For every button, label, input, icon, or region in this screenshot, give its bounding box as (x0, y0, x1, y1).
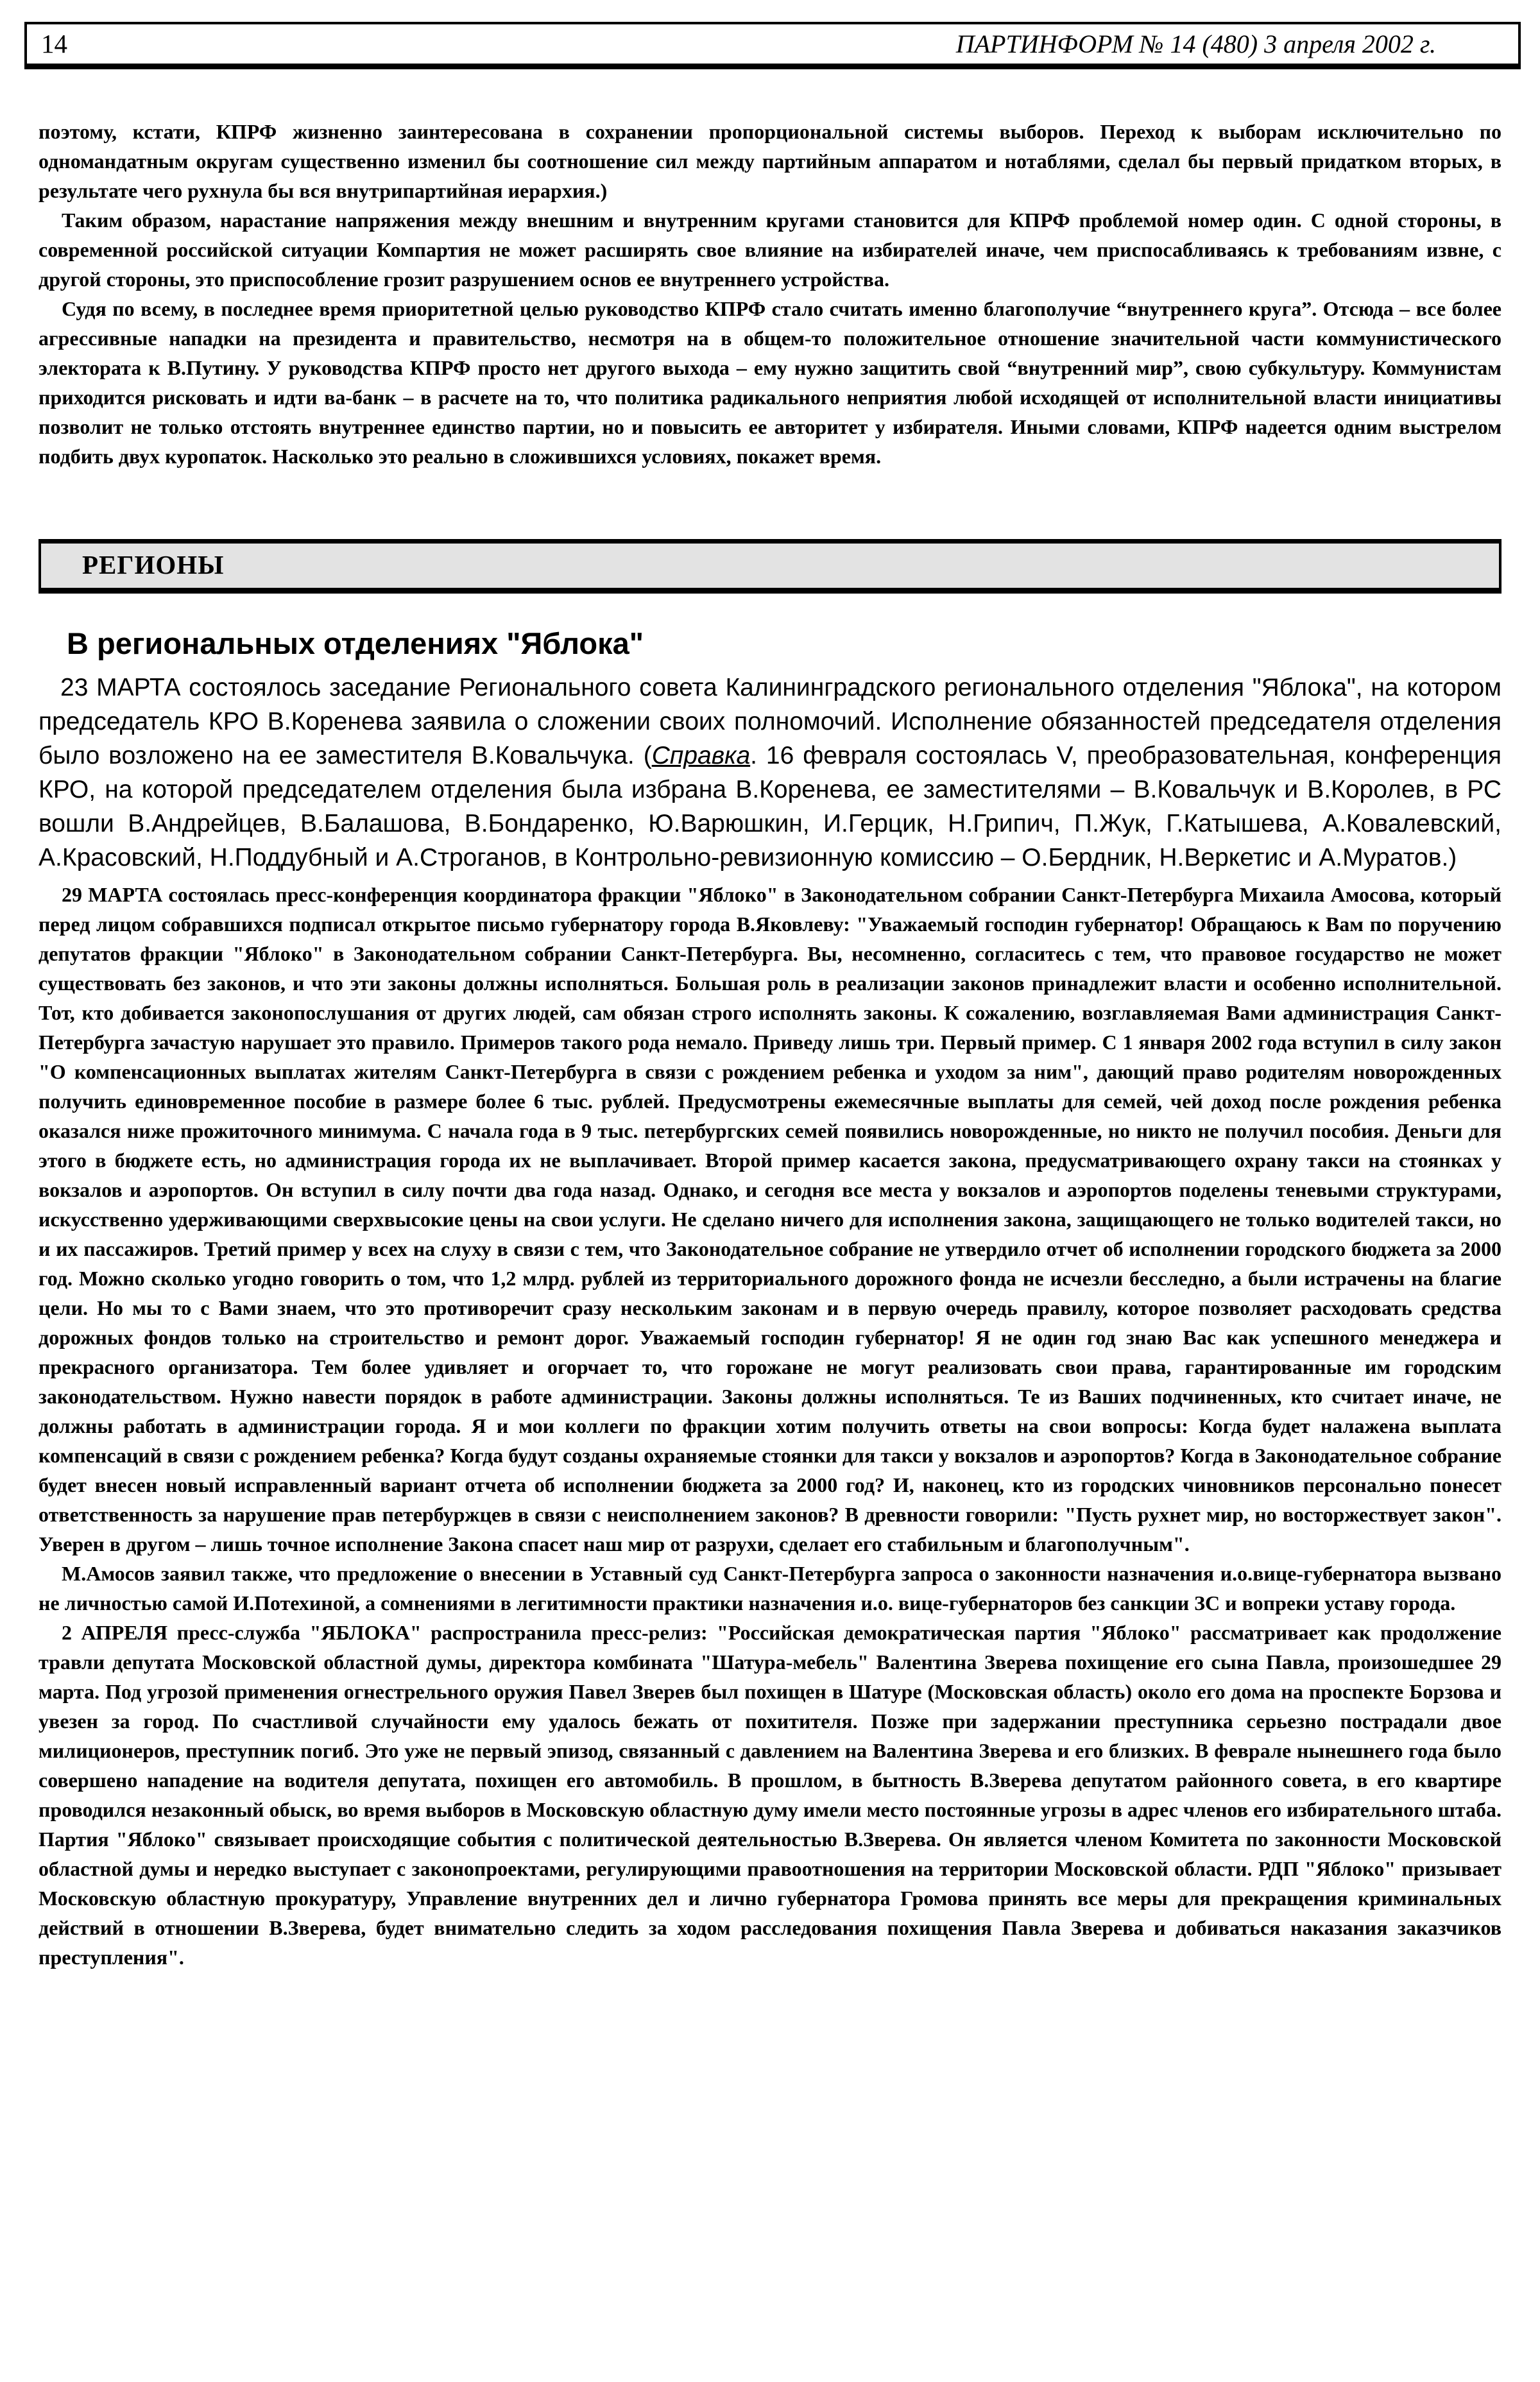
page-body (0, 69, 1540, 1972)
regions-paragraph-2: М.Амосов заявил также, что предложение о внесении в Уставный суд Санкт-Петербурга запроса о законности назначения и.о.вице-губернатора вызвано не личностью самой И.Потехиной, а сомнениями в легитимности практики назначения и.о. вице-губернаторов без санкции ЗС и вопреки уставу города. (38, 1561, 1502, 1615)
page-number: 14 (41, 29, 67, 58)
lead-paragraph-1: поэтому, кстати, КПРФ жизненно заинтересована в сохранении пропорциональной системы выборов. Переход к выборам исключительно по одномандатным округам существенно изменил бы соотношение сил между партийным аппаратом и нотаблями, сделал бы первый придатком вторых, в результате чего рухнула бы вся внутрипартийная иерархия.) (38, 120, 1502, 202)
intro-text-before: 23 МАРТА состоялось заседание Регионального совета Калининградского регионального отделения "Яблока", на котором председатель КРО В.Коренева заявила о сложении своих полномочий. Исполнение обязанностей председателя отделения было возложено на ее заместителя В.Ковальчука. ( (38, 673, 1502, 769)
spravka-reference: Справка (651, 741, 751, 769)
regions-paragraph-3: 2 АПРЕЛЯ пресс-служба "ЯБЛОКА" распространила пресс-релиз: "Российская демократическая партия "Яблоко" рассматривает как продолжение травли депутата Московской областной думы, директора комбината "Шатура-мебель" Валентина Зверева похищение его сына Павла, произошедшее 29 марта. Под угрозой применения огнестрельного оружия Павел Зверев был похищен в Шатуре (Московская область) около его дома на проспекте Борзова и увезен за город. По счастливой случайности ему удалось бежать от похитителя. Позже при задержании преступника серьезно пострадали двое милиционеров, преступник погиб. Это уже не первый эпизод, связанный с давлением на Валентина Зверева и его близких. В феврале нынешнего года было совершено нападение на водителя депутата, похищен его автомобиль. В прошлом, в бытность В.Зверева депутатом районного совета, в его квартире проводился незаконный обыск, во время выборов в Московскую областную думу имели место постоянные угрозы в адрес членов его избирательного штаба. Партия "Яблоко" связывает происходящие события с политической деятельностью В.Зверева. Он является членом Комитета по законности Московской областной думы и нередко выступает с законопроектами, регулирующими правоотношения на территории Московской области. РДП "Яблоко" призывает Московскую областную прокуратуру, Управление внутренних дел и лично губернатора Громова принять все меры для прекращения криминальных действий в отношении В.Зверева, будет внимательно следить за ходом расследования похищения Павла Зверева и добиваться наказания заказчиков преступления". (38, 1620, 1502, 1969)
regions-paragraph-1: 29 МАРТА состоялась пресс-конференция координатора фракции "Яблоко" в Законодательном собрании Санкт-Петербурга Михаила Амосова, который перед лицом собравшихся подписал открытое письмо губернатору города В.Яковлеву: "Уважаемый господин губернатор! Обращаюсь к Вам по поручению депутатов фракции "Яблоко" в Законодательном собрании Санкт-Петербурга. Вы, несомненно, согласитесь с тем, что правовое государство не может существовать без законов, и что эти законы должны исполняться. Большая роль в реализации законов принадлежит власти и особенно исполнительной. Тот, кто добивается законопослушания от других людей, сам обязан строго исполнять законы. К сожалению, возглавляемая Вами администрация Санкт-Петербурга зачастую нарушает это правило. Примеров такого рода немало. Приведу лишь три. Первый пример. С 1 января 2002 года вступил в силу закон "О компенсационных выплатах жителям Санкт-Петербурга в связи с рождением ребенка и уходом за ним", дающий право родителям новорожденных получить единовременное пособие в размере более 6 тыс. рублей. Предусмотрены ежемесячные выплаты для семей, чей доход после рождения ребенка оказался ниже прожиточного минимума. С начала года в 9 тыс. петербургских семей появились новорожденные, но никто не получил пособия. Деньги для этого в бюджете есть, но администрация города их не выплачивает. Второй пример касается закона, предусматривающего охрану такси на стоянках у вокзалов и аэропортов. Он вступил в силу почти два года назад. Однако, и сегодня все места у вокзалов и аэропортов поделены теневыми структурами, искусственно удерживающими сверхвысокие цены на свои услуги. Не сделано ничего для исполнения закона, защищающего не только водителей такси, но и их пассажиров. Третий пример у всех на слуху в связи с тем, что Законодательное собрание не утвердило отчет об исполнении городского бюджета за 2000 год. Можно сколько угодно говорить о том, что 1,2 млрд. рублей из территориального дорожного фонда не исчезли бесследно, а были истрачены на благие цели. Но мы то с Вами знаем, что это противоречит сразу нескольким законам и в первую очередь правилу, которое позволяет расходовать средства дорожных фондов только на строительство и ремонт дорог. Уважаемый господин губернатор! Я не один год знаю Вас как успешного менеджера и прекрасного организатора. Тем более удивляет и огорчает то, что горожане не могут реализовать свои права, гарантированные им городским законодательством. Нужно навести порядок в работе администрации. Законы должны исполняться. Те из Ваших подчиненных, кто считает иначе, не должны работать в администрации города. Я и мои коллеги по фракции хотим получить ответы на свои вопросы: Когда будет налажена выплата компенсаций в связи с рождением ребенка? Когда будут созданы охраняемые стоянки для такси у вокзалов и аэропортов? Когда в Законодательное собрание будет внесен новый исправленный вариант отчета об исполнении бюджета за 2000 год? И, наконец, кто из городских чиновников персонально понесет ответственность за нарушение прав петербуржцев в связи с неисполнением законов? В древности говорили: "Пусть рухнет мир, но восторжествует закон". Уверен в другом – лишь точное исполнение Закона спасет наш мир от разрухи, сделает его стабильным и благополучным". (38, 882, 1502, 1555)
lead-paragraph-3: Судя по всему, в последнее время приоритетной целью руководство КПРФ стало считать именно благополучие “внутреннего круга”. Отсюда – все более агрессивные нападки на президента и правительство, несмотря на в общем-то положительное отношение значительной части коммунистического электората к В.Путину. У руководства КПРФ просто нет другого выхода – ему нужно защитить свой “внутренний мир”, свою субкультуру. Коммунистам приходится рисковать и идти ва-банк – в расчете на то, что политика радикального неприятия любой исходящей от исполнительной власти инициативы позволит не только отстоять внутреннее единство партии, но и повысить ее авторитет у избирателя. Иными словами, КПРФ надеется одним выстрелом подбить двух куропаток. Насколько это реально в сложившихся условиях, покажет время. (38, 297, 1502, 468)
section-banner-label: РЕГИОНЫ (82, 550, 225, 579)
lead-paragraph-2: Таким образом, нарастание напряжения между внешним и внутренним кругами становится для КПРФ проблемой номер один. С одной стороны, в современной российской ситуации Компартия не может расширять свое влияние на избирателей иначе, чем приспосабливаясь к требованиям извне, с другой стороны, это приспособление грозит разрушением основ ее внутреннего устройства. (38, 209, 1502, 291)
article-title: В региональных отделениях "Яблока" (67, 626, 644, 660)
article-intro-paragraph (38, 671, 1502, 875)
page-header (24, 22, 1521, 69)
newsletter-masthead: ПАРТИНФОРМ № 14 (480) 3 апреля 2002 г. (955, 29, 1436, 58)
intro-text-after: . 16 февраля состоялась V, преобразовательная, конференция КРО, на которой председателем отделения была избрана В.Коренева, ее заместителями – В.Ковальчук и В.Королев, в РС вошли В.Андрейцев, В.Балашова, В.Бондаренко, Ю.Варюшкин, И.Герцик, Н.Грипич, П.Жук, Г.Катышева, А.Ковалевский, А.Красовский, Н.Поддубный и А.Строганов, в Контрольно-ревизионную комиссию – О.Бердник, Н.Веркетис и А.Муратов.) (38, 741, 1502, 871)
section-banner-regions (38, 539, 1502, 594)
